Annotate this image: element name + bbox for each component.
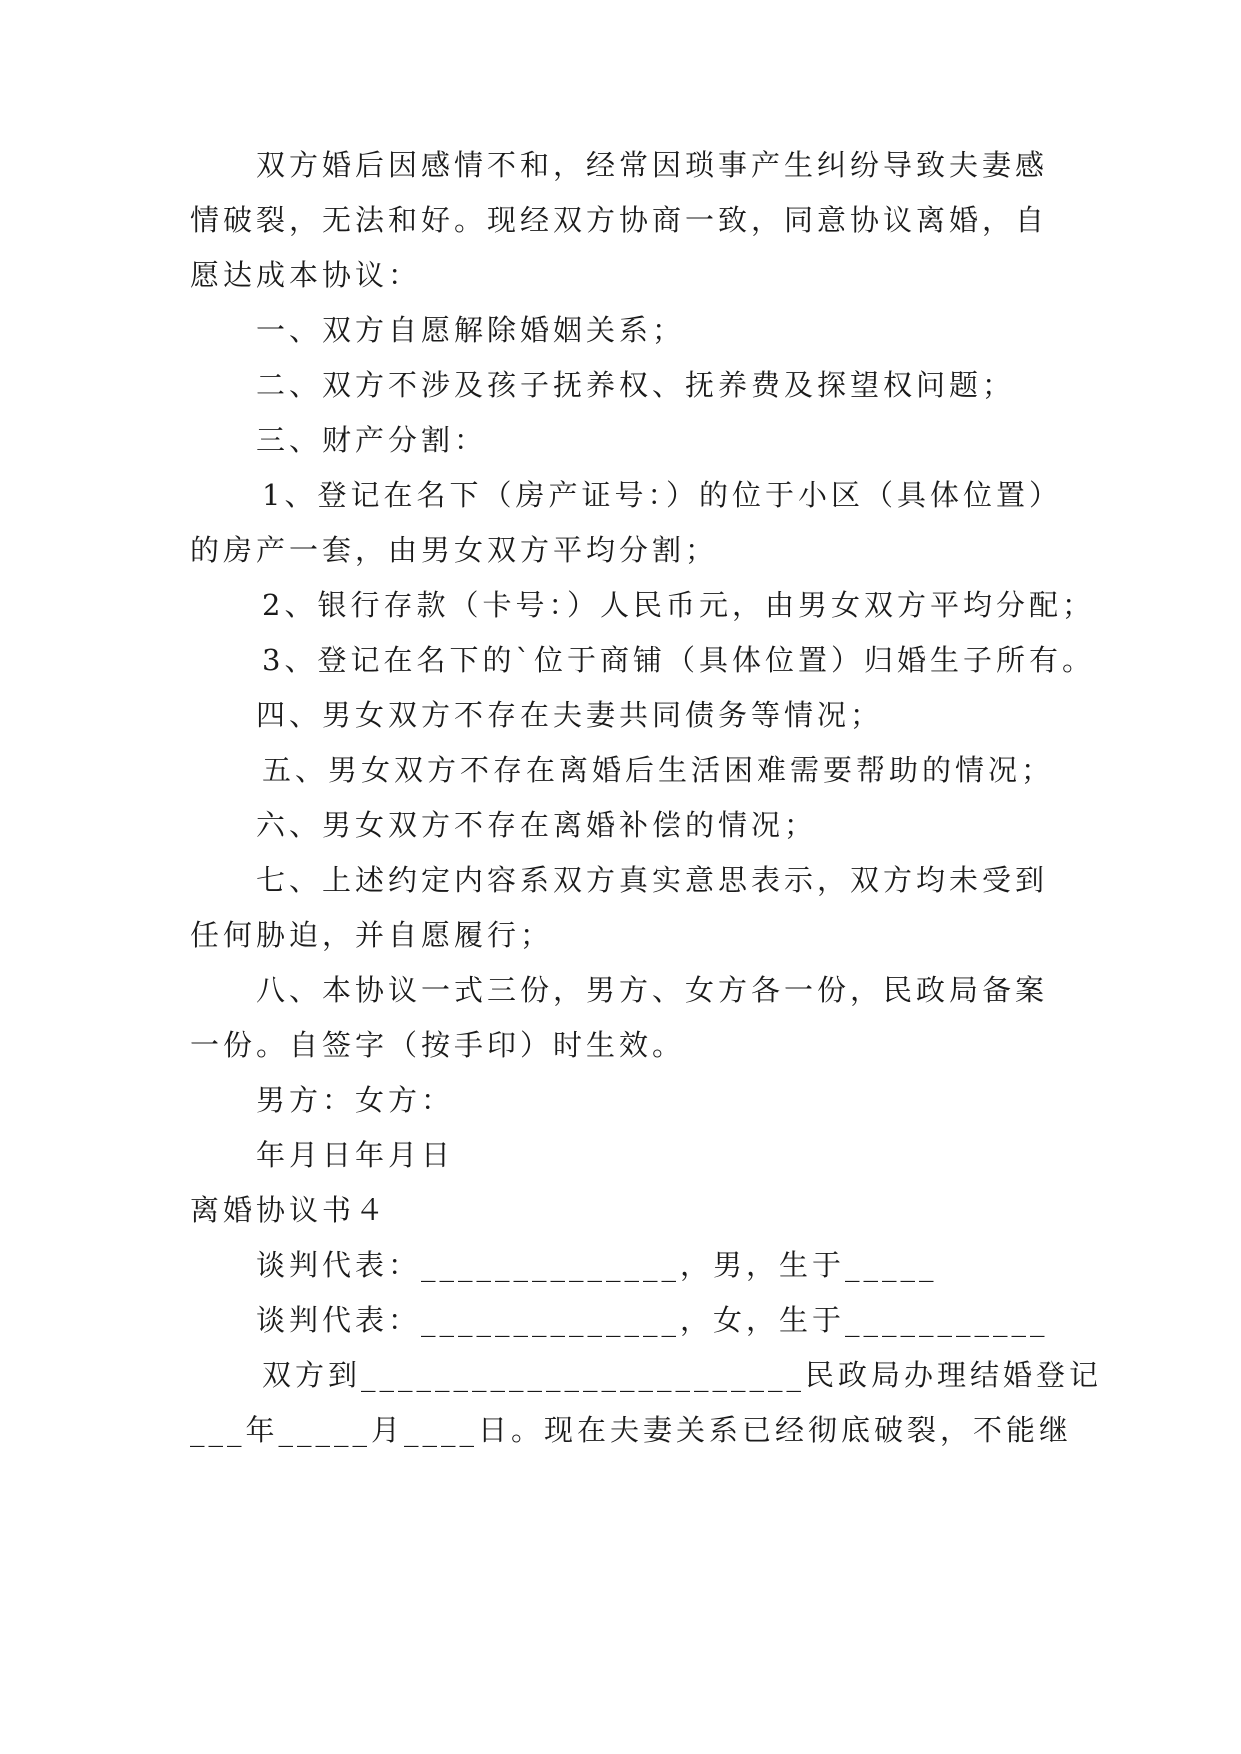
clause-six: 六、男女双方不存在离婚补偿的情况；	[256, 808, 818, 842]
clause-five: 五、男女双方不存在离婚后生活困难需要帮助的情况；	[262, 753, 1055, 787]
property-item-1-line-2: 的房产一套，由男女双方平均分割；	[190, 533, 719, 567]
date-line: 年月日年月日	[256, 1138, 455, 1172]
clause-one: 一、双方自愿解除婚姻关系；	[256, 313, 686, 347]
paragraph-intro-line-1: 双方婚后因感情不和，经常因琐事产生纠纷导致夫妻感	[256, 148, 1049, 182]
clause-four: 四、男女双方不存在夫妻共同债务等情况；	[256, 698, 884, 732]
registration-line-1: 双方到________________________民政局办理结婚登记	[262, 1358, 1103, 1392]
paragraph-intro-line-3: 愿达成本协议：	[190, 258, 422, 292]
paragraph-intro-line-2: 情破裂，无法和好。现经双方协商一致，同意协议离婚，自	[190, 203, 1049, 237]
clause-two: 二、双方不涉及孩子抚养权、抚养费及探望权问题；	[256, 368, 1016, 402]
clause-three: 三、财产分割：	[256, 423, 488, 457]
section-title: 离婚协议书４	[190, 1193, 389, 1227]
registration-line-2: ___年_____月____日。现在夫妻关系已经彻底破裂，不能继	[190, 1413, 1073, 1447]
signature-line: 男方：女方：	[256, 1083, 455, 1117]
clause-seven-line-2: 任何胁迫，并自愿履行；	[190, 918, 554, 952]
clause-seven-line-1: 七、上述约定内容系双方真实意思表示，双方均未受到	[256, 863, 1049, 897]
negotiator-male-line: 谈判代表：______________，男，生于_____	[256, 1248, 938, 1282]
property-item-3: 3、登记在名下的`位于商铺（具体位置）归婚生子所有。	[262, 643, 1095, 677]
clause-eight-line-2: 一份。自签字（按手印）时生效。	[190, 1028, 686, 1062]
property-item-1-line-1: 1、登记在名下（房产证号：）的位于小区（具体位置）	[262, 478, 1062, 512]
negotiator-female-line: 谈判代表：______________，女，生于___________	[256, 1303, 1049, 1337]
property-item-2: 2、银行存款（卡号：）人民币元，由男女双方平均分配；	[262, 588, 1095, 622]
clause-eight-line-1: 八、本协议一式三份，男方、女方各一份，民政局备案	[256, 973, 1049, 1007]
